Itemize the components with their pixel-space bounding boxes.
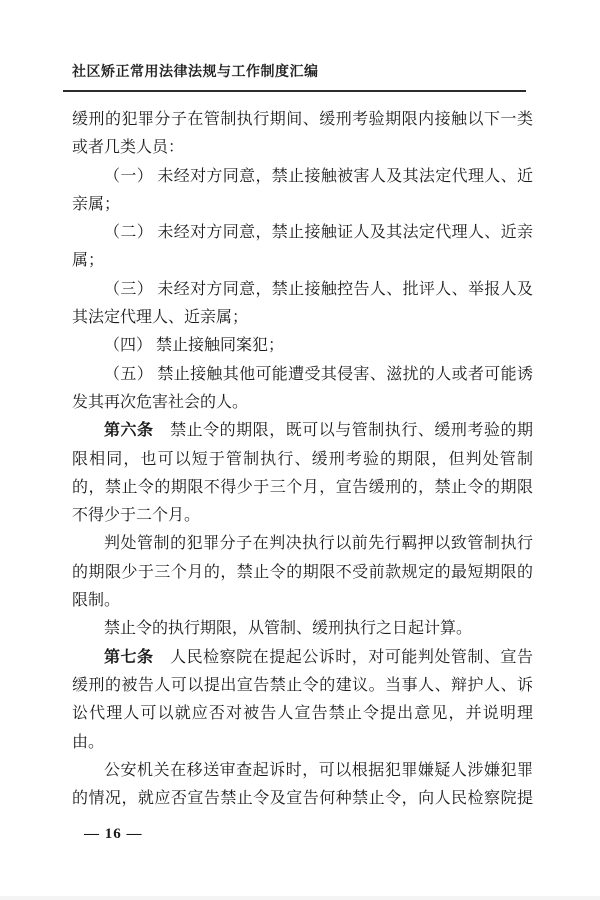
text-segment: 缓刑的犯罪分子在管制执行期间、缓刑考验期限内接触以下一类	[72, 111, 533, 128]
text-line	[72, 304, 533, 332]
text-line	[72, 247, 533, 275]
text-line	[72, 672, 533, 700]
text-line	[72, 134, 533, 162]
scan-edge	[0, 896, 600, 900]
text-segment: 或者几类人员：	[72, 139, 185, 157]
text-line	[72, 163, 533, 191]
text-segment: 缓刑的被告人可以提出宣告禁止令的建议。当事人、辩护人、诉	[72, 676, 533, 694]
text-line	[72, 785, 533, 813]
text-line	[72, 502, 533, 530]
running-header: 社区矫正常用法律法规与工作制度汇编	[72, 65, 319, 80]
text-segment: （一） 未经对方同意，禁止接触被害人及其法定代理人、近	[104, 167, 533, 185]
text-segment: 禁止令的期限，既可以与管制执行、缓刑考验的期	[153, 422, 533, 440]
text-line	[72, 700, 533, 728]
text-line	[72, 559, 533, 587]
text-segment: 的情况，就应否宣告禁止令及宣告何种禁止令，向人民检察院提	[72, 790, 533, 808]
text-segment: 不得少于二个月。	[72, 507, 201, 525]
text-line	[72, 389, 533, 417]
text-line	[72, 530, 533, 558]
text-segment: 限制。	[72, 592, 121, 610]
text-segment: 禁止令的执行期限，从管制、缓刑执行之日起计算。	[104, 620, 473, 638]
text-segment: 公安机关在移送审查起诉时，可以根据犯罪嫌疑人涉嫌犯罪	[104, 761, 533, 779]
text-segment: 判处管制的犯罪分子在判决执行以前先行羁押以致管制执行	[104, 535, 533, 553]
text-line	[72, 587, 533, 615]
text-segment: 的，禁止令的期限不得少于三个月，宣告缓刑的，禁止令的期限	[72, 478, 533, 496]
text-line	[72, 729, 533, 757]
text-segment: 发其再次危害社会的人。	[72, 393, 249, 411]
article-number: 第六条	[104, 422, 154, 440]
page-number: — 16 —	[84, 826, 143, 842]
text-segment: 属；	[72, 252, 105, 270]
document-body	[72, 106, 533, 813]
text-segment: （二） 未经对方同意，禁止接触证人及其法定代理人、近亲	[104, 224, 533, 242]
text-line	[72, 446, 533, 474]
text-line	[72, 219, 533, 247]
text-segment: （五） 禁止接触其他可能遭受其侵害、滋扰的人或者可能诱	[104, 365, 533, 383]
text-segment: 讼代理人可以就应否对被告人宣告禁止令提出意见，并说明理	[72, 705, 533, 723]
text-line	[72, 276, 533, 304]
text-line	[72, 644, 533, 672]
text-line	[72, 191, 533, 219]
text-segment: 人民检察院在提起公诉时，对可能判处管制、宣告	[153, 648, 533, 666]
text-segment: 的期限少于三个月的，禁止令的期限不受前款规定的最短期限的	[72, 563, 533, 581]
text-segment: 亲属；	[72, 195, 121, 213]
text-segment: 限相同，也可以短于管制执行、缓刑考验的期限，但判处管制	[72, 450, 533, 468]
text-segment: （三） 未经对方同意，禁止接触控告人、批评人、举报人及	[104, 280, 533, 298]
text-line	[72, 417, 533, 445]
header-rule	[63, 90, 526, 92]
text-segment: （四） 禁止接触同案犯；	[104, 337, 285, 355]
text-line	[72, 332, 533, 360]
article-number: 第七条	[104, 648, 154, 666]
text-line	[72, 615, 533, 643]
text-line	[72, 106, 533, 134]
text-segment: 其法定代理人、近亲属；	[72, 309, 249, 327]
text-segment: 由。	[72, 733, 105, 751]
text-line	[72, 757, 533, 785]
text-line	[72, 361, 533, 389]
text-line	[72, 474, 533, 502]
